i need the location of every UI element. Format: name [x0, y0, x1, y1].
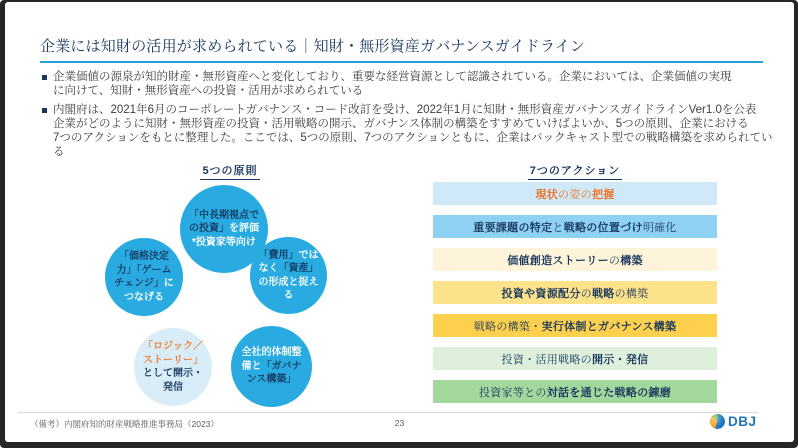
action-seg: 現状 [535, 188, 559, 201]
action-bar-6 [433, 347, 717, 370]
actions-heading-wrap [433, 161, 717, 180]
principle-seg: ではなく [258, 249, 319, 274]
action-seg: 投資・活用戦略の [501, 353, 592, 366]
footer-source-note: （備考）内閣府知的財産戦略推進事務局（2023） [30, 419, 219, 429]
bullet-line: 内閣府は、2021年6月のコーポレートガバナンス・コード改訂を受け、2022年1月に知財・無形資産ガバナンスガイドラインVer1.0を公表 [53, 104, 757, 116]
bullet-square-icon [42, 108, 47, 113]
action-seg: 価値創造ストーリー [507, 254, 609, 267]
principle-seg: 「ロジック／ストーリー」 [142, 341, 203, 366]
action-seg: 投資家等との [478, 386, 547, 399]
bullet-line: 企業価値の源泉が知的財産・無形資産へと変化しており、重要な経営資源として認識されている。企業においては、企業価値の実現 [53, 71, 732, 83]
principle-circle-asset-not-cost [250, 237, 327, 314]
action-seg: 戦略の位置づけ [563, 221, 643, 234]
principle-seg: 「中長期視点での投資」 [188, 209, 259, 235]
principle-circle-text [142, 340, 204, 394]
action-seg: 対話を通じた戦略の錬磨 [546, 386, 672, 399]
action-bar-4 [433, 281, 717, 304]
principle-seg: 「ガバナンス構築」 [246, 360, 302, 386]
action-seg: 重要課題の特定 [473, 221, 553, 234]
principle-circle-governance [231, 326, 312, 407]
bullet-item [40, 70, 780, 98]
action-seg: 構築 [620, 254, 643, 267]
slide [5, 2, 794, 442]
principles-heading-wrap [95, 161, 365, 180]
bullet-text [53, 103, 780, 159]
action-seg: 把握 [591, 188, 615, 201]
dbj-logo [710, 414, 757, 429]
bullet-line: に向けて、知財・無形資産への投資・活用が求められている [53, 85, 364, 97]
principle-seg: の形成と捉える [258, 276, 319, 301]
actions-heading: 7つのアクション [528, 162, 623, 180]
action-seg: 投資や資源配分 [501, 287, 581, 300]
dbj-globe-icon [710, 414, 725, 429]
principle-circle-text [258, 249, 320, 303]
action-seg: の [580, 287, 592, 300]
action-seg: 戦略 [591, 287, 615, 300]
principle-seg: として開示・発信 [142, 368, 203, 393]
action-bar-1 [433, 182, 717, 205]
action-seg: 明確化 [642, 221, 677, 234]
action-seg: と [552, 221, 564, 234]
footer-divider [18, 412, 758, 413]
bullet-line: 企業がどのように知財・無形資産の投資・活用戦略の開示、ガバナンス体制の構築をすすめていけばよいか、5つの原則、企業における [53, 118, 749, 130]
principle-seg: 「資産」 [278, 263, 319, 274]
action-seg: の構築 [614, 287, 649, 300]
principle-seg: 全社的体制整備と [241, 347, 302, 372]
principle-seg: 「価格決定力」「ゲームチェンジ」 [114, 251, 172, 289]
action-bar-2 [433, 215, 717, 238]
principle-seg: につなげる [123, 278, 174, 303]
principle-circle-price-power [105, 238, 183, 316]
title-divider [40, 61, 763, 63]
action-seg: 実行体制とガバナンス構築 [541, 320, 677, 333]
bullet-item [40, 103, 780, 159]
action-seg: の姿の [558, 188, 592, 201]
principle-circle-text [239, 346, 304, 387]
actions-list [433, 182, 717, 413]
summary-bullets [40, 70, 780, 164]
principles-heading: 5つの原則 [200, 162, 259, 180]
action-bar-5 [433, 314, 717, 337]
principle-seg: を評価 [228, 223, 259, 235]
action-seg: の [608, 254, 621, 267]
action-seg: 開示・発信 [591, 353, 649, 366]
principle-circle-text [189, 209, 259, 250]
bullet-text [53, 70, 732, 98]
principle-circle-text [113, 250, 175, 304]
action-bar-3 [433, 248, 717, 271]
principle-circle-logic-story [134, 328, 212, 406]
dbj-logo-text: DBJ [728, 414, 757, 429]
principle-seg: 「費用」 [258, 249, 299, 261]
bullet-line: 7つのアクションをもとに整理した。ここでは、5つの原則、7つのアクションともに、企業はバックキャスト型での戦略構築を求められている [53, 132, 773, 158]
action-bar-7 [433, 380, 717, 403]
page-number: 23 [394, 418, 405, 428]
page-title: 企業には知財の活用が求められている｜知財・無形資産ガバナンスガイドライン [40, 38, 586, 55]
principle-seg: *投資家等向け [192, 236, 256, 248]
action-seg: 戦略の構築・ [473, 320, 542, 333]
bullet-square-icon [42, 75, 47, 80]
